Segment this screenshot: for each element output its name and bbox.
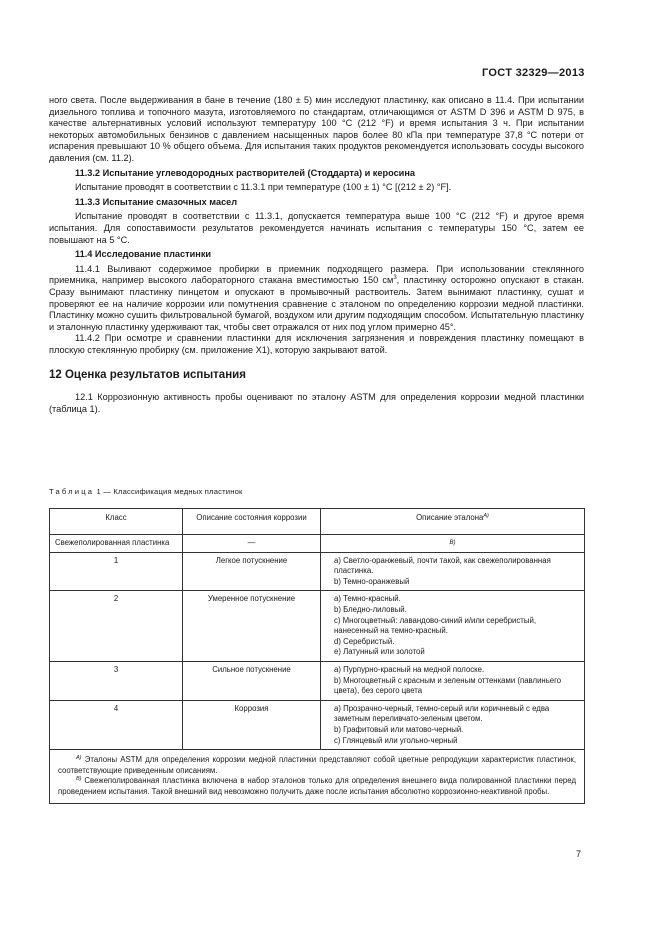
footnote-ref-b: B) — [449, 540, 456, 546]
corrosion-state-cell: Коррозия — [183, 700, 321, 749]
table-notes — [50, 750, 585, 804]
class-cell: 1 — [50, 552, 183, 591]
class-cell: 3 — [50, 661, 183, 700]
table-note — [58, 776, 576, 797]
table-row — [50, 700, 585, 749]
table-caption-number: 1 — [96, 487, 101, 496]
description-line: a) Пурпурно-красный на медной полоске. — [334, 664, 485, 674]
table-row — [50, 535, 585, 553]
paragraph-12-1: 12.1 Коррозионную активность пробы оценивают по эталону ASTM для определения коррозии медной пластинки (таблица 1). — [49, 392, 584, 414]
paragraph-11-4-1 — [49, 264, 584, 334]
standard-description-cell — [321, 552, 585, 591]
note-text: Свежеполированная пластинка включена в набор эталонов только для определения внешнего вида полированной пластинки перед проведением испытания. Такой внешний вид невозможно получить даже после испытания абсолютно коррозионно-неактивной пробы. — [58, 776, 576, 796]
corrosion-state-cell: Сильное потускнение — [183, 661, 321, 700]
heading-11-3-3: 11.3.3 Испытание смазочных масел — [75, 196, 238, 207]
description-line: c) Глянцевый или угольно-черный — [334, 735, 458, 745]
heading-11-3-2: 11.3.2 Испытание углеводородных растворителей (Стоддарта) и керосина — [75, 167, 415, 178]
table-caption-prefix: Таблица — [49, 487, 95, 496]
description-line: e) Латунный или золотой — [334, 647, 425, 657]
table-row — [50, 552, 585, 591]
document-header: ГОСТ 32329—2013 — [482, 67, 585, 79]
header-class: Класс — [50, 509, 183, 535]
table-row — [50, 591, 585, 662]
paragraph-11-3-2: Испытание проводят в соответствии с 11.3.1 при температуре (100 ± 1) °С [(212 ± 2) °F]. — [75, 182, 452, 193]
table-caption-title: — Классификация медных пластинок — [103, 487, 243, 496]
header-corrosion-state: Описание состояния коррозии — [183, 509, 321, 535]
standard-description-cell — [321, 700, 585, 749]
header-standard-description-label: Описание эталона — [416, 513, 484, 522]
standard-description-cell — [321, 661, 585, 700]
table-row — [50, 661, 585, 700]
standard-description-cell — [321, 591, 585, 662]
description-line: b) Графитовый или матово-черный. — [334, 724, 464, 734]
section-12-title: 12 Оценка результатов испытания — [49, 369, 246, 382]
paragraph-11-4-1-part-b: , пластинку осторожно опускают в стакан. Сразу вынимают пластинку пинцетом и опускают в промывочный раствоитель. Затем вынимают пластинку, сушат и проверяют ее на наличие коррозии или помутнения сравнение с эталоном по определению коррозии медной пластинки. Пластинку можно сушить фильтровальной бумагой, воздухом или другим подходящим способом. Испытательную пластинку и эталонную пластинку удерживают так, чтобы свет отражался от них под углом примерно 45°. — [49, 275, 584, 332]
table-notes-row — [50, 750, 585, 804]
page-number: 7 — [576, 849, 582, 859]
paragraph-continuation: ного света. После выдерживания в бане в течение (180 ± 5) мин исследуют пластинку, как описано в 11.4. При испытании дизельного топлива и топочного мазута, изготовляемого по стандартам, отличающимся от ASTM D 396 и ASTM D 975, в качестве альтернативных условий используют температуру 100 °С (212 °F) и время испытания 3 ч. При испытании некоторых автомобильных бензинов с давлением насыщенных паров более 80 кПа при температуре 37,8 °С потери от испарения превышают 10 % общего объема. Для испытания таких продуктов рекомендуется использовать сосуды высокого давления (см. 11.2). — [49, 95, 584, 163]
note-text: Эталоны ASTM для определения коррозии медной пластинки представляют собой цветные репродукции характеристик пластинок, соответствующие приведенным описаниям. — [58, 755, 576, 775]
standard-description-cell — [321, 535, 585, 553]
cubic-superscript: 3 — [393, 275, 397, 282]
description-line: b) Бледно-лиловый. — [334, 604, 407, 614]
header-standard-description — [321, 509, 585, 535]
footnote-ref-a: A) — [483, 513, 489, 519]
corrosion-state-cell: Легкое потускнение — [183, 552, 321, 591]
description-line: a) Темно-красный. — [334, 594, 401, 604]
description-line: b) Многоцветный с красным и зеленым оттенками (павлиньего цвета), без серого цвета — [334, 675, 562, 696]
table-header-row — [50, 509, 585, 535]
heading-11-4: 11.4 Исследование пластинки — [75, 249, 212, 260]
main-text — [49, 95, 584, 415]
corrosion-state-cell: Умеренное потускнение — [183, 591, 321, 662]
classification-table — [49, 508, 585, 804]
description-line: a) Прозрачно-черный, темно-серый или коричневый с едва заметным переливчато-зеленым цветом. — [334, 703, 550, 724]
description-line: d) Серебристый. — [334, 636, 395, 646]
corrosion-state-cell: — — [183, 535, 321, 553]
description-line: b) Темно-оранжевый — [334, 576, 410, 586]
table-note — [58, 755, 576, 776]
table-body — [50, 535, 585, 750]
paragraph-11-4-2: 11.4.2 При осмотре и сравнении пластинки для исключения загрязнения и повреждения пластинку помещают в плоскую стеклянную пробирку (см. приложение Х1), которую закрывают ватой. — [49, 333, 584, 355]
paragraph-11-3-3: Испытание проводят в соответствии с 11.3.1, допускается температура выше 100 °С (212 °F) и другое время испытания. Для сопоставимости результатов рекомендуется начинать испытания с температуры 150 °С, затем ее повышают на 5 °С. — [49, 211, 584, 245]
note-mark: A) — [76, 755, 82, 762]
class-cell: Свежеполированная пластинка — [50, 535, 183, 553]
class-cell: 2 — [50, 591, 183, 662]
description-line: a) Светло-оранжевый, почти такой, как свежеполированная пластинка. — [334, 555, 551, 576]
note-mark: B) — [76, 776, 82, 783]
description-line: c) Многоцветный: лавандово-синий и/или серебристый, нанесенный на темно-красный. — [334, 615, 536, 636]
table-caption — [49, 487, 243, 496]
paragraph-11-4-1-part-a: 11.4.1 Выливают содержимое пробирки в приемник подходящего размера. При использовании стеклянного приемника, например высокого лабораторного стакана вместимостью 150 см — [49, 263, 584, 286]
class-cell: 4 — [50, 700, 183, 749]
